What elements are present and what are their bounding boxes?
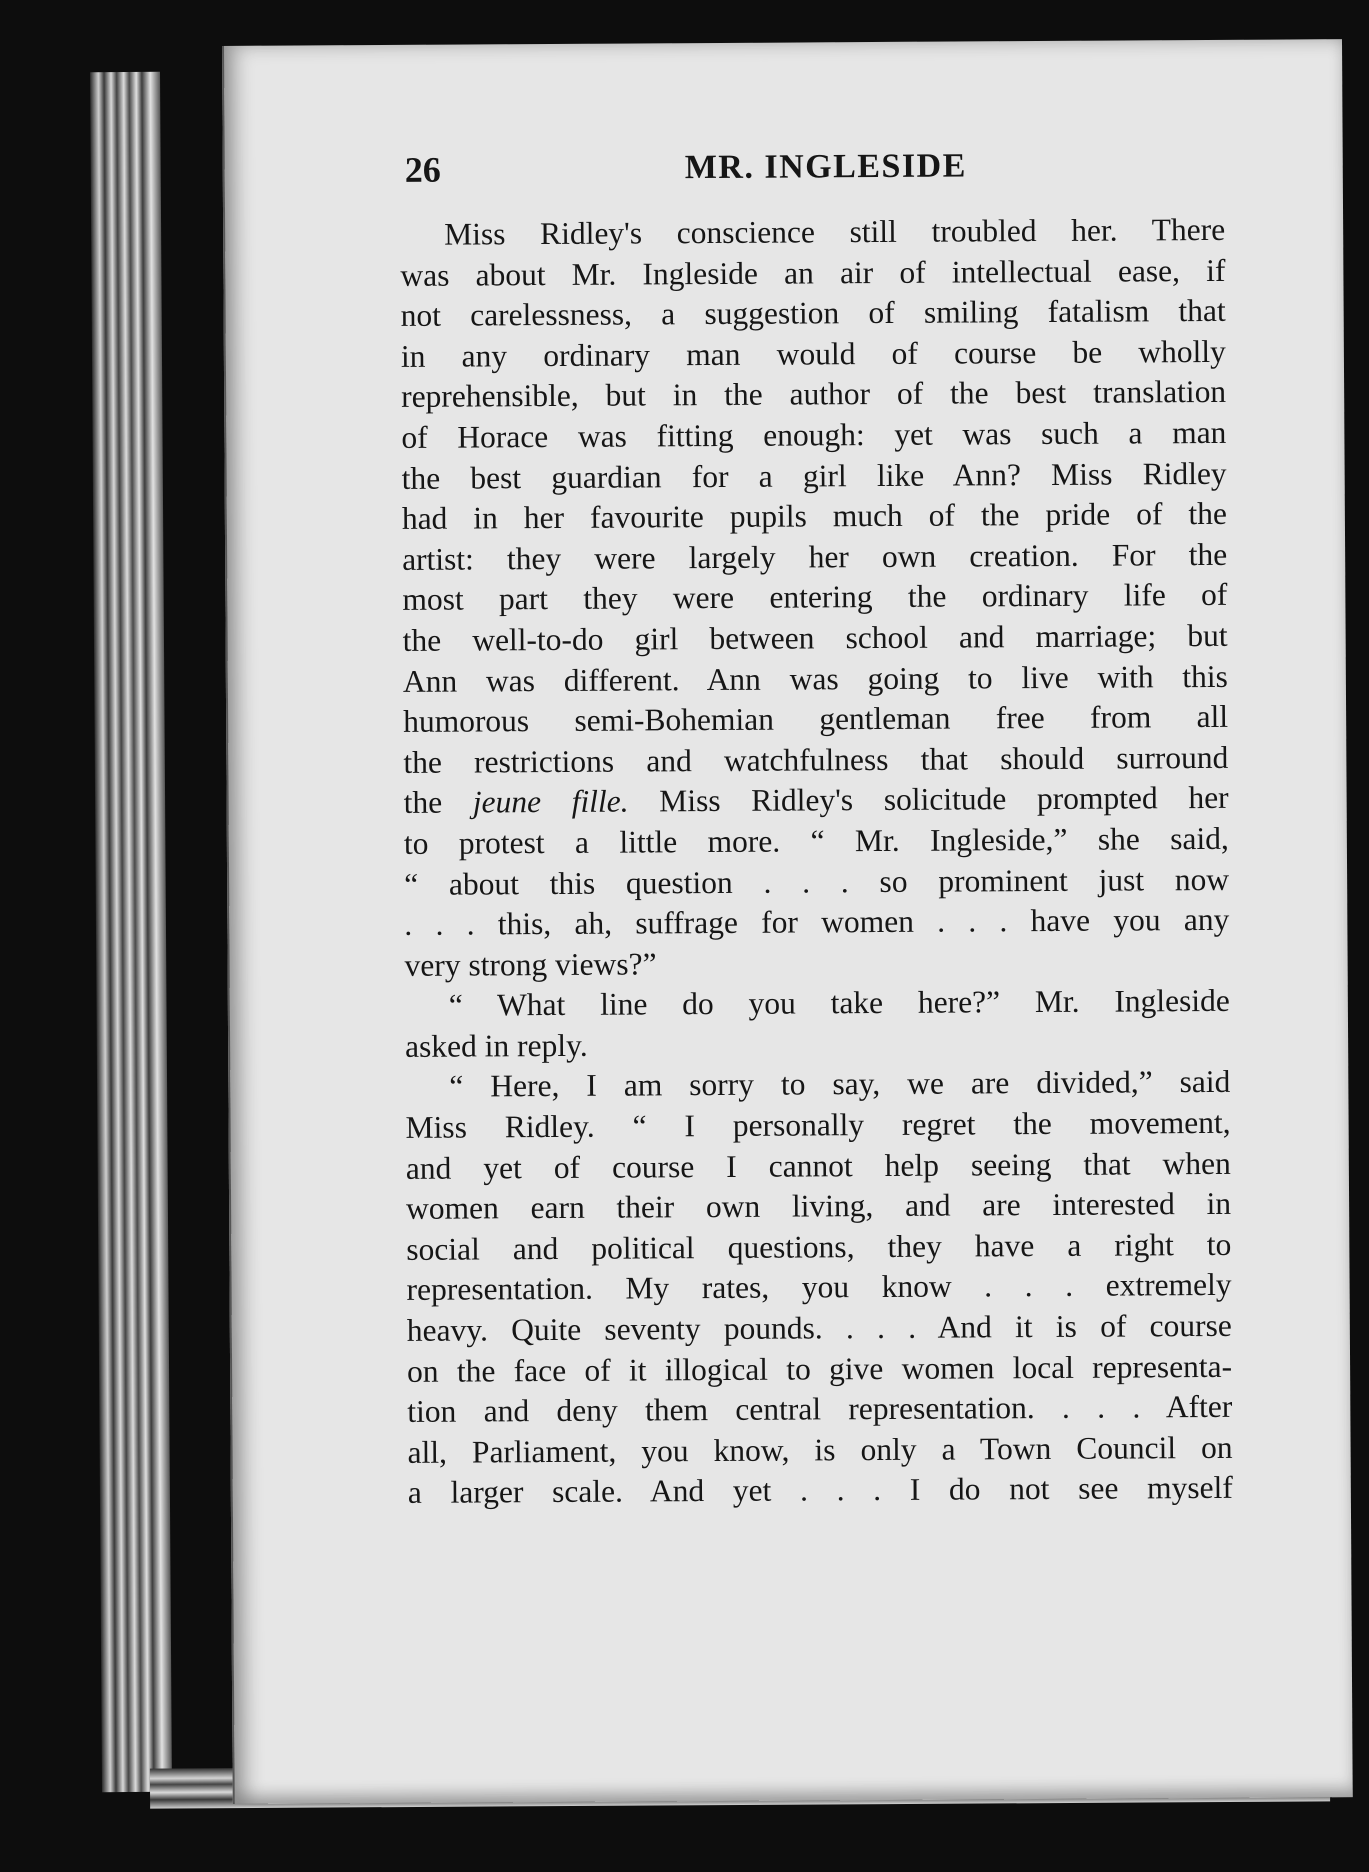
text-line: humorous semi-Bohemian gentleman free from all xyxy=(403,698,1229,740)
text-line: the best guardian for a girl like Ann? Miss Ridley xyxy=(401,455,1227,496)
italic-phrase: jeune fille. xyxy=(472,783,629,820)
text-line: asked in reply. xyxy=(405,1027,588,1064)
text-segment: the xyxy=(403,784,473,821)
text-line: not carelessness, a suggestion of smiling fatalism that xyxy=(400,293,1226,334)
text-line: to protest a little more. “ Mr. Ingleside,” she said, xyxy=(403,820,1229,861)
text-segment: Miss Ridley's solicitude prompted her xyxy=(628,780,1229,819)
text-line: all, Parliament, you know, is only a Town Council on xyxy=(407,1429,1233,1470)
text-line: Ann was different. Ann was going to live with this xyxy=(402,658,1228,699)
text-line: “ What line do you take here?” Mr. Ingleside xyxy=(448,983,1230,1023)
text-line: and yet of course I cannot help seeing that when xyxy=(405,1145,1231,1186)
text-line: tion and deny them central representation. . . . After xyxy=(407,1389,1233,1430)
text-line: Miss Ridley's conscience still troubled her. There xyxy=(444,211,1226,252)
text-line: the restrictions and watchfulness that should surround xyxy=(403,739,1229,780)
text-line: in any ordinary man would of course be wholly xyxy=(400,333,1226,374)
text-line: reprehensible, but in the author of the best translation xyxy=(401,374,1227,415)
text-line: on the face of it illogical to give women local representa- xyxy=(406,1348,1233,1389)
book-page xyxy=(222,39,1353,1804)
text-line: representation. My rates, you know . . . extremely xyxy=(406,1267,1232,1308)
text-line: very strong views?” xyxy=(404,946,657,983)
body-text xyxy=(400,210,1233,1514)
text-line: heavy. Quite seventy pounds. . . . And it is of course xyxy=(406,1307,1232,1348)
text-line: was about Mr. Ingleside an air of intellectual ease, if xyxy=(400,252,1226,293)
text-line: “ Here, I am sorry to say, we are divided,” said xyxy=(449,1064,1231,1105)
text-line: the well-to-do girl between school and marriage; but xyxy=(402,617,1228,658)
chapter-title: MR. INGLESIDE xyxy=(684,147,967,187)
text-line: Miss Ridley. “ I personally regret the movement, xyxy=(405,1104,1231,1145)
text-line: . . . this, ah, suffrage for women . . . have you any xyxy=(404,901,1230,942)
text-line xyxy=(404,778,1229,824)
text-line: social and political questions, they have a right to xyxy=(406,1226,1232,1267)
text-line: women earn their own living, and are interested in xyxy=(405,1186,1232,1227)
text-line: “ about this question . . . so prominent just now xyxy=(404,861,1230,902)
text-line: artist: they were largely her own creation. For the xyxy=(402,536,1228,577)
text-line: most part they were entering the ordinary life of xyxy=(402,577,1228,618)
text-line: a larger scale. And yet . . . I do not see myself xyxy=(407,1470,1233,1511)
text-line: had in her favourite pupils much of the pride of the xyxy=(401,496,1227,537)
page-edges-left xyxy=(90,72,172,1792)
running-head xyxy=(405,144,1265,199)
text-line: of Horace was fitting enough: yet was such a man xyxy=(401,414,1227,455)
page-number: 26 xyxy=(404,149,441,190)
